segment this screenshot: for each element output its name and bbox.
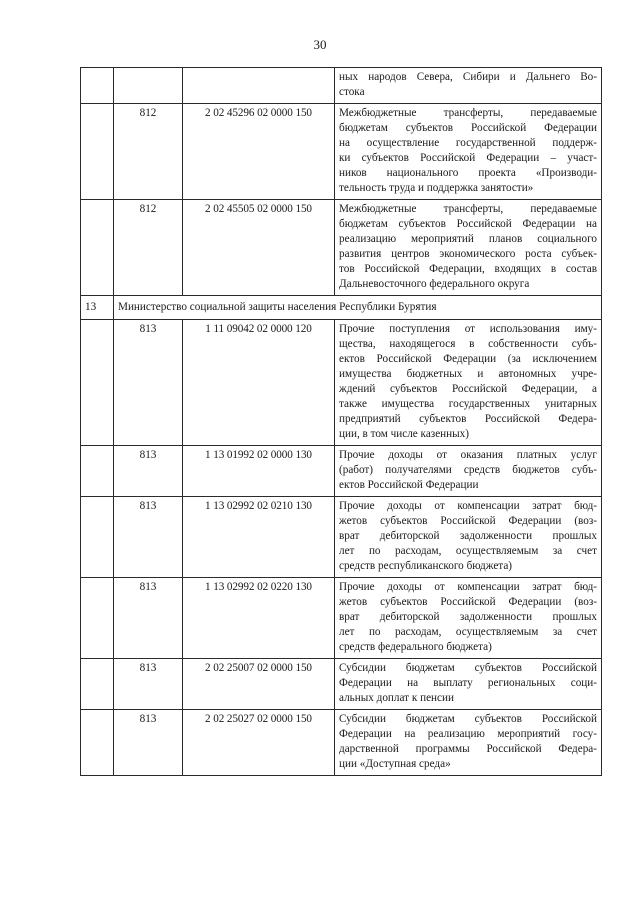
income-name-cell [335, 200, 602, 296]
text-line: реализацию мероприятий планов социального [339, 233, 597, 245]
text-line: жетов субъектов Российской Федерации (воз- [339, 596, 597, 608]
ministry-number: 13 [81, 296, 114, 320]
kbk-code-cell: 1 13 01992 02 0000 130 [183, 446, 335, 497]
table-row [81, 104, 602, 200]
text-line: ждений субъектов Российской Федерации, а [339, 383, 597, 395]
text-line: предприятий субъектов Российской Федера- [339, 413, 597, 425]
text-line: Прочие поступления от использования иму- [339, 323, 597, 335]
income-name-cell [335, 659, 602, 710]
income-codes-table [80, 67, 602, 776]
text-line: бюджетам субъектов Российской Федерации на [339, 218, 597, 230]
kbk-code-cell: 1 13 02992 02 0220 130 [183, 578, 335, 659]
table-row [81, 497, 602, 578]
ministry-row [81, 296, 602, 320]
income-name-cell [335, 446, 602, 497]
text-line: жетов субъектов Российской Федерации (воз- [339, 515, 597, 527]
row-number-cell [81, 497, 114, 578]
income-name-cell [335, 710, 602, 776]
row-number-cell [81, 68, 114, 104]
text-line: врат дебиторской задолженности прошлых [339, 530, 597, 542]
text-line: ции «Доступная среда» [339, 758, 451, 770]
table-row [81, 446, 602, 497]
page-number: 30 [313, 37, 327, 52]
row-number-cell [81, 446, 114, 497]
table-body-ministry-813 [81, 320, 602, 776]
table-row [81, 578, 602, 659]
kbk-code-cell: 2 02 45296 02 0000 150 [183, 104, 335, 200]
text-line: имущества бюджетных и автономных учре- [339, 368, 597, 380]
table-body-ministry-header [81, 296, 602, 320]
text-line: ных народов Севера, Сибири и Дальнего Во- [339, 71, 597, 83]
text-line: средств республиканского бюджета) [339, 560, 513, 572]
text-line: Прочие доходы от оказания платных услуг [339, 449, 597, 461]
text-line: Прочие доходы от компенсации затрат бюд- [339, 500, 597, 512]
row-number-cell [81, 320, 114, 446]
text-line: бюджетам субъектов Российской Федерации [339, 122, 597, 134]
admin-code-cell: 813 [114, 497, 183, 578]
table-body-ministry-812 [81, 68, 602, 296]
admin-code-cell: 813 [114, 659, 183, 710]
text-line: ектов Российской Федерации [339, 479, 479, 491]
table-row [81, 659, 602, 710]
row-number-cell [81, 710, 114, 776]
row-number-cell [81, 578, 114, 659]
text-line: развития центров экономического роста субъек- [339, 248, 597, 260]
text-line: дарственной программы Российской Федера- [339, 743, 597, 755]
income-name-cell [335, 497, 602, 578]
admin-code-cell: 813 [114, 446, 183, 497]
text-line: тов Российской Федерации, входящих в состав [339, 263, 597, 275]
income-name-cell [335, 68, 602, 104]
table-row-continuation [81, 68, 602, 104]
admin-code-cell: 813 [114, 320, 183, 446]
row-number-cell [81, 200, 114, 296]
text-line: ников национального проекта «Производи- [339, 167, 597, 179]
kbk-code-cell: 2 02 25007 02 0000 150 [183, 659, 335, 710]
admin-code-cell: 812 [114, 200, 183, 296]
text-line: альных доплат к пенсии [339, 692, 454, 704]
text-line: тельность труда и поддержка занятости» [339, 182, 534, 194]
text-line: (работ) получателями средств бюджетов субъ- [339, 464, 597, 476]
text-line: Федерации на выплату региональных соци- [339, 677, 597, 689]
kbk-code-cell [183, 68, 335, 104]
text-line: Прочие доходы от компенсации затрат бюд- [339, 581, 597, 593]
text-line: Федерации на реализацию мероприятий госу- [339, 728, 597, 740]
text-line: лет по расходам, осуществляемым за счет [339, 626, 597, 638]
text-line: щества, находящегося в собственности субъ- [339, 338, 597, 350]
text-line: стока [339, 86, 365, 98]
row-number-cell [81, 104, 114, 200]
text-line: Дальневосточного федерального округа [339, 278, 530, 290]
income-name-cell [335, 320, 602, 446]
income-name-cell [335, 104, 602, 200]
table-row [81, 320, 602, 446]
admin-code-cell: 813 [114, 710, 183, 776]
text-line: ции, в том числе казенных) [339, 428, 469, 440]
text-line: лет по расходам, осуществляемым за счет [339, 545, 597, 557]
admin-code-cell: 813 [114, 578, 183, 659]
text-line: Субсидии бюджетам субъектов Российской [339, 662, 597, 674]
text-line: Межбюджетные трансферты, передаваемые [339, 203, 597, 215]
text-line: ектов Российской Федерации (за исключением [339, 353, 597, 365]
admin-code-cell: 812 [114, 104, 183, 200]
admin-code-cell [114, 68, 183, 104]
text-line: также имущества государственных унитарных [339, 398, 597, 410]
row-number-cell [81, 659, 114, 710]
table-row [81, 200, 602, 296]
text-line: средств федерального бюджета) [339, 641, 492, 653]
text-line: ки субъектов Российской Федерации – участ- [339, 152, 597, 164]
kbk-code-cell: 2 02 25027 02 0000 150 [183, 710, 335, 776]
income-name-cell [335, 578, 602, 659]
text-line: на осуществление государственной поддерж- [339, 137, 597, 149]
text-line: врат дебиторской задолженности прошлых [339, 611, 597, 623]
ministry-title: Министерство социальной защиты населения Республики Бурятия [114, 296, 602, 320]
kbk-code-cell: 1 11 09042 02 0000 120 [183, 320, 335, 446]
text-line: Субсидии бюджетам субъектов Российской [339, 713, 597, 725]
kbk-code-cell: 1 13 02992 02 0210 130 [183, 497, 335, 578]
kbk-code-cell: 2 02 45505 02 0000 150 [183, 200, 335, 296]
table-row [81, 710, 602, 776]
text-line: Межбюджетные трансферты, передаваемые [339, 107, 597, 119]
